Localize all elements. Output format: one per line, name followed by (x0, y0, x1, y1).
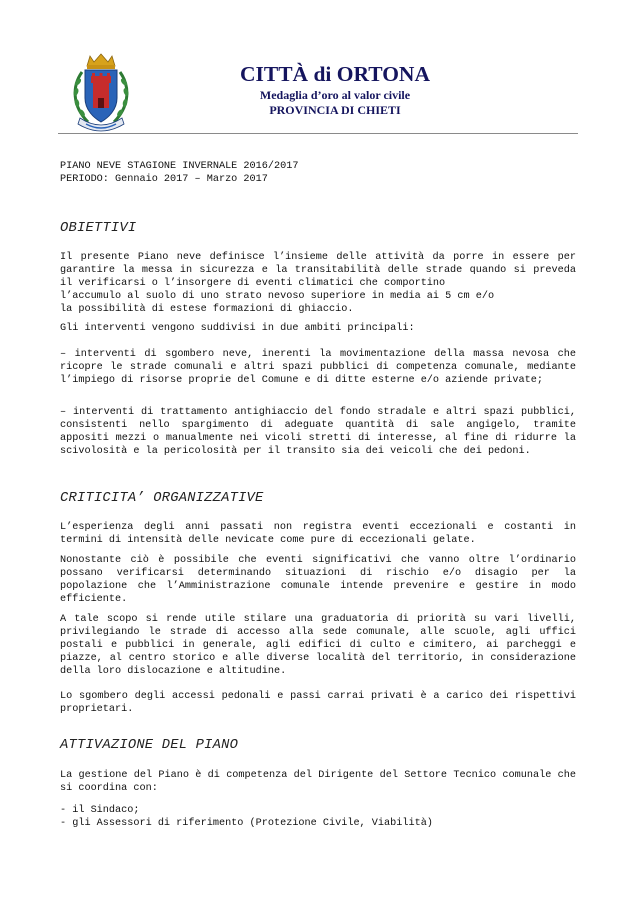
plan-title: PIANO NEVE STAGIONE INVERNALE 2016/2017 (60, 161, 299, 172)
header-divider (58, 133, 578, 134)
city-name: CITTÀ di ORTONA (239, 62, 430, 86)
criticita-paragraph-1: L’esperienza degli anni passati non registra eventi eccezionali e costanti in termini di intensità delle nevicate come pure di eccezionali gelate. (60, 522, 576, 546)
plan-period: PERIODO: Gennaio 2017 – Marzo 2017 (60, 174, 268, 185)
obiettivi-paragraph-2: Gli interventi vengono suddivisi in due ambiti principali: (60, 323, 415, 334)
criticita-paragraph-3: A tale scopo si rende utile stilare una graduatoria di priorità su vari livelli, privilegiando le strade di accesso alla sede comunale, alle scuole, agli uffici postali e pubblici in generale, agli edifici di culto e cimitero, ai parcheggi e piazze, al centro storico e alle diverse località del territorio, in considerazione della loro dislocazione e altitudine. (60, 614, 576, 677)
obiettivi-paragraph-4: – interventi di trattamento antighiaccio del fondo stradale e altri spazi pubblici, consistenti nello spargimento di adeguate quantità di sale angigelo, tramite appositi mezzi o manualmente nei vicoli stretti di interesse, al fine di ridurre la scivolosità e la pericolosità per il transito sia dei veicoli che dei pedoni. (60, 407, 576, 457)
obiettivi-paragraph-3: – interventi di sgombero neve, inerenti la movimentazione della massa nevosa che ricopre le strade comunali e altri spazi pubblici di competenza comunale, mediante l’impiego di risorse proprie del Comune e di ditte esterne e/o aziende private; (60, 349, 576, 386)
criticita-paragraph-4: Lo sgombero degli accessi pedonali e passi carrai privati è a carico dei rispettivi proprietari. (60, 691, 576, 715)
medal-subtitle: Medaglia d’oro al valor civile (259, 88, 411, 102)
attivazione-paragraph-1: La gestione del Piano è di competenza del Dirigente del Settore Tecnico comunale che si coordina con: (60, 770, 576, 794)
criticita-paragraph-2: Nonostante ciò è possibile che eventi significativi che vanno oltre l’ordinario possano verificarsi determinando situazioni di rischio e/o disagio per la popolazione che l’Amministrazione comunale intende prevenire e gestire in modo efficiente. (60, 555, 576, 605)
list-item: - il Sindaco; (60, 805, 140, 816)
city-crest-logo (68, 52, 134, 136)
section-heading-criticita: CRITICITA’ ORGANIZZATIVE (60, 491, 264, 506)
obiettivi-paragraph-1: Il presente Piano neve definisce l’insieme delle attività da porre in essere per garantire la messa in sicurezza e la transitabilità delle strade quando si preveda il verificarsi o l’insorgere di eventi climatici che comportino (60, 252, 576, 289)
province-name: PROVINCIA DI CHIETI (269, 103, 401, 117)
obiettivi-paragraph-1-line-5: la possibilità di estese formazioni di ghiaccio. (60, 304, 354, 315)
list-item: - gli Assessori di riferimento (Protezione Civile, Viabilità) (60, 818, 433, 829)
obiettivi-paragraph-1-line-4: l’accumulo al suolo di uno strato nevoso superiore in media ai 5 cm e/o (60, 291, 495, 302)
section-heading-obiettivi: OBIETTIVI (60, 221, 137, 236)
section-heading-attivazione: ATTIVAZIONE DEL PIANO (60, 738, 239, 753)
